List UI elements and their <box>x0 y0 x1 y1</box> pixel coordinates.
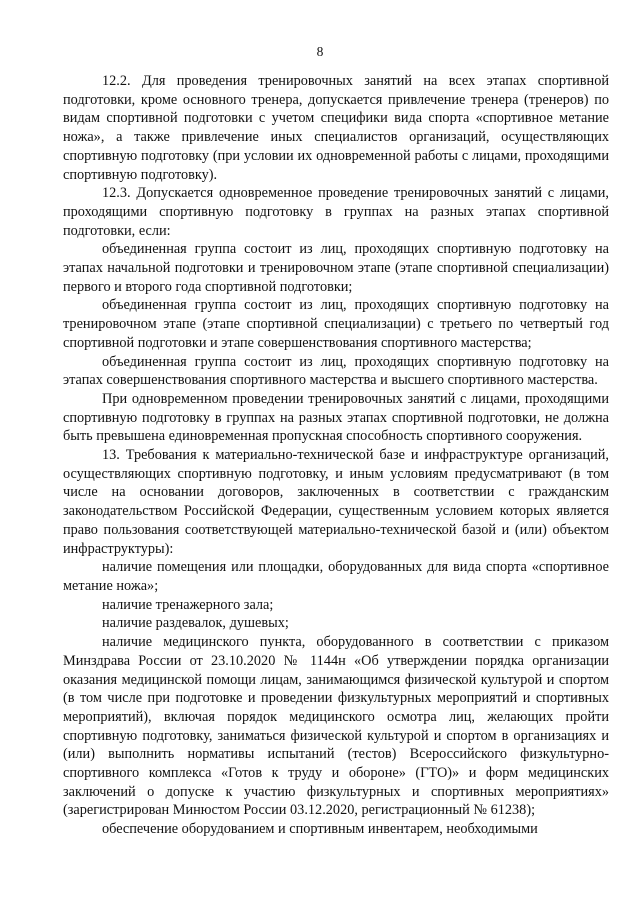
paragraph-capacity: При одновременном проведении тренировочных занятий с лицами, проходящими спортивную подготовку в группах на разных этапах спортивной подготовки, не должна быть превышена единовременная пропускная способность спортивного сооружения. <box>63 390 609 445</box>
list-item-group-3: объединенная группа состоит из лиц, проходящих спортивную подготовку на этапах совершенствования спортивного мастерства и высшего спортивного мастерства. <box>63 353 609 389</box>
paragraph-13: 13. Требования к материально-технической базе и инфраструктуре организаций, осуществляющих спортивную подготовку, и иным условиям предусматривают (в том числе на основании договоров, заключенных в соответствии с гражданским законодательством Российской Федерации, существенным условием которых является право пользования соответствующей материально-технической базой и (или) объектом инфраструктуры): <box>63 447 609 557</box>
document-body <box>63 72 609 839</box>
list-item-gym: наличие тренажерного зала; <box>102 596 274 613</box>
list-item-premises: наличие помещения или площадки, оборудованных для вида спорта «спортивное метание ножа»; <box>63 559 609 594</box>
list-item-equipment: обеспечение оборудованием и спортивным инвентарем, необходимыми <box>102 821 538 838</box>
paragraph-12-2: 12.2. Для проведения тренировочных занятий на всех этапах спортивной подготовки, кроме основного тренера, допускается привлечение тренера (тренеров) по видам спортивной подготовки с учетом специфики вида спорта «спортивное метание ножа», а также привлечение иных специалистов организаций, осуществляющих спортивную подготовку (при условии их одновременной работы с лицами, проходящими спортивную подготовку). <box>63 73 609 183</box>
list-item-group-2: объединенная группа состоит из лиц, проходящих спортивную подготовку на тренировочном этапе (этапе спортивной специализации) с третьего по четвертый год спортивной подготовки и этапе совершенствования спортивного мастерства; <box>63 297 609 351</box>
list-item-group-1: объединенная группа состоит из лиц, проходящих спортивную подготовку на этапах начальной подготовки и тренировочном этапе (этапе спортивной специализации) первого и второго года спортивной подготовки; <box>63 241 609 295</box>
list-item-changing-rooms: наличие раздевалок, душевых; <box>102 615 289 632</box>
paragraph-12-3: 12.3. Допускается одновременное проведение тренировочных занятий с лицами, проходящими спортивную подготовку в группах на разных этапах спортивной подготовки, если: <box>63 185 609 239</box>
list-item-medical-point: наличие медицинского пункта, оборудованного в соответствии с приказом Минздрава России от 23.10.2020 № 1144н «Об утверждении порядка организации оказания медицинской помощи лицам, занимающимся физической культурой и спортом (в том числе при подготовке и проведении физкультурных мероприятий и спортивных мероприятий), включая порядок медицинского осмотра лиц, желающих пройти спортивную подготовку, заниматься физической культурой и спортом в организациях и (или) выполнить нормативы испытаний (тестов) Всероссийского физкультурно-спортивного комплекса «Готов к труду и обороне» (ГТО)» и форм медицинских заключений о допуске к участию физкультурных и спортивных мероприятиях» (зарегистрирован Минюстом России 03.12.2020, регистрационный № 61238); <box>63 634 609 819</box>
page-number: 8 <box>316 44 324 59</box>
